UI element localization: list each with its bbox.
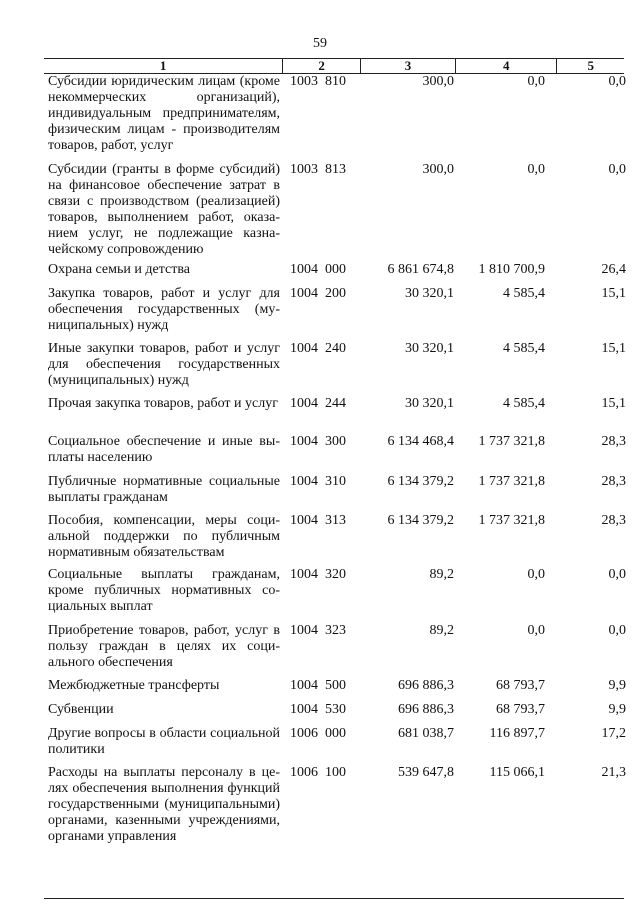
- column-header-5: 5: [556, 59, 624, 73]
- row-value-plan: 6 861 674,8: [387, 262, 454, 277]
- row-value-actual: 115 066,1: [489, 765, 545, 780]
- row-value-percent: 17,2: [601, 726, 626, 741]
- row-value-plan: 89,2: [429, 567, 454, 582]
- column-header-2: 2: [282, 59, 359, 73]
- row-code: 1003 810: [290, 74, 346, 89]
- row-code: 1004 000: [290, 262, 346, 277]
- row-value-percent: 15,1: [601, 341, 626, 356]
- row-value-percent: 0,0: [608, 74, 626, 89]
- row-value-actual: 1 737 321,8: [478, 434, 545, 449]
- row-code: 1004 500: [290, 678, 346, 693]
- row-value-actual: 68 793,7: [496, 678, 545, 693]
- row-value-percent: 28,3: [601, 474, 626, 489]
- row-value-percent: 0,0: [608, 567, 626, 582]
- row-value-percent: 0,0: [608, 623, 626, 638]
- row-value-plan: 6 134 379,2: [387, 474, 454, 489]
- row-code: 1004 310: [290, 474, 346, 489]
- row-code: 1004 320: [290, 567, 346, 582]
- row-value-actual: 1 737 321,8: [478, 513, 545, 528]
- row-value-actual: 1 810 700,9: [478, 262, 545, 277]
- row-code: 1004 323: [290, 623, 346, 638]
- row-value-percent: 15,1: [601, 396, 626, 411]
- row-description: Прочая закупка товаров, работ и услуг: [48, 396, 278, 411]
- row-value-percent: 0,0: [608, 162, 626, 177]
- row-value-plan: 30 320,1: [405, 396, 454, 411]
- row-description: Публичные нормативные социальные выплаты гражданам: [48, 474, 280, 505]
- row-description: Субсидии юридическим лицам (кроме некоммерческих организаций), индивидуальным предпринимателям, физическим лицам - производителям товаров, работ, услуг: [48, 74, 280, 153]
- row-description: Социальное обеспечение и иные выплаты населению: [48, 434, 280, 465]
- row-value-actual: 1 737 321,8: [478, 474, 545, 489]
- row-code: 1004 240: [290, 341, 346, 356]
- row-value-actual: 68 793,7: [496, 702, 545, 717]
- row-description: Приобретение товаров, работ, услуг в пользу граждан в целях их социального обеспечения: [48, 623, 280, 670]
- row-value-actual: 4 585,4: [503, 396, 545, 411]
- row-code: 1003 813: [290, 162, 346, 177]
- row-value-actual: 0,0: [527, 162, 545, 177]
- row-value-percent: 28,3: [601, 434, 626, 449]
- column-header-4: 4: [455, 59, 556, 73]
- row-description: Пособия, компенсации, меры социальной поддержки по публичным нормативным обязательствам: [48, 513, 280, 560]
- row-value-actual: 0,0: [527, 623, 545, 638]
- row-value-plan: 539 647,8: [398, 765, 454, 780]
- row-description: Субвенции: [48, 702, 114, 717]
- row-description: Социальные выплаты гражданам, кроме публичных нормативных социальных выплат: [48, 567, 280, 614]
- row-value-plan: 300,0: [422, 162, 454, 177]
- row-value-plan: 30 320,1: [405, 341, 454, 356]
- row-description: Другие вопросы в области социальной политики: [48, 726, 280, 757]
- row-value-plan: 696 886,3: [398, 702, 454, 717]
- page-number: 59: [313, 36, 327, 51]
- row-value-actual: 116 897,7: [489, 726, 545, 741]
- row-value-percent: 28,3: [601, 513, 626, 528]
- row-description: Охрана семьи и детства: [48, 262, 190, 277]
- row-value-plan: 300,0: [422, 74, 454, 89]
- row-value-percent: 26,4: [601, 262, 626, 277]
- row-code: 1006 100: [290, 765, 346, 780]
- row-value-percent: 9,9: [608, 702, 626, 717]
- row-description: Закупка товаров, работ и услуг для обеспечения государственных (муниципальных) нужд: [48, 286, 280, 333]
- row-value-actual: 4 585,4: [503, 286, 545, 301]
- row-code: 1004 300: [290, 434, 346, 449]
- row-code: 1006 000: [290, 726, 346, 741]
- row-value-percent: 15,1: [601, 286, 626, 301]
- row-value-plan: 89,2: [429, 623, 454, 638]
- row-code: 1004 313: [290, 513, 346, 528]
- row-description: Субсидии (гранты в форме субсидий) на финансовое обеспечение затрат в связи с производством (реализацией) товаров, выполнением работ, оказанием услуг, не подлежащие казначейскому сопровождению: [48, 162, 280, 257]
- row-value-plan: 696 886,3: [398, 678, 454, 693]
- row-value-percent: 21,3: [601, 765, 626, 780]
- row-value-plan: 6 134 468,4: [387, 434, 454, 449]
- column-header-1: 1: [159, 58, 167, 73]
- row-code: 1004 244: [290, 396, 346, 411]
- bottom-rule: [44, 898, 624, 899]
- row-value-plan: 30 320,1: [405, 286, 454, 301]
- row-code: 1004 530: [290, 702, 346, 717]
- row-value-actual: 4 585,4: [503, 341, 545, 356]
- row-value-actual: 0,0: [527, 567, 545, 582]
- row-description: Межбюджетные трансферты: [48, 678, 220, 693]
- row-description: Расходы на выплаты персоналу в целях обеспечения выполнения функций государственными (муниципальными) органами, казенными учреждениями, органами управления: [48, 765, 280, 844]
- row-value-plan: 681 038,7: [398, 726, 454, 741]
- row-value-plan: 6 134 379,2: [387, 513, 454, 528]
- column-header-3: 3: [360, 59, 455, 73]
- row-description: Иные закупки товаров, работ и услуг для обеспечения государственных (муниципальных) нужд: [48, 341, 280, 388]
- row-value-actual: 0,0: [527, 74, 545, 89]
- row-value-percent: 9,9: [608, 678, 626, 693]
- row-code: 1004 200: [290, 286, 346, 301]
